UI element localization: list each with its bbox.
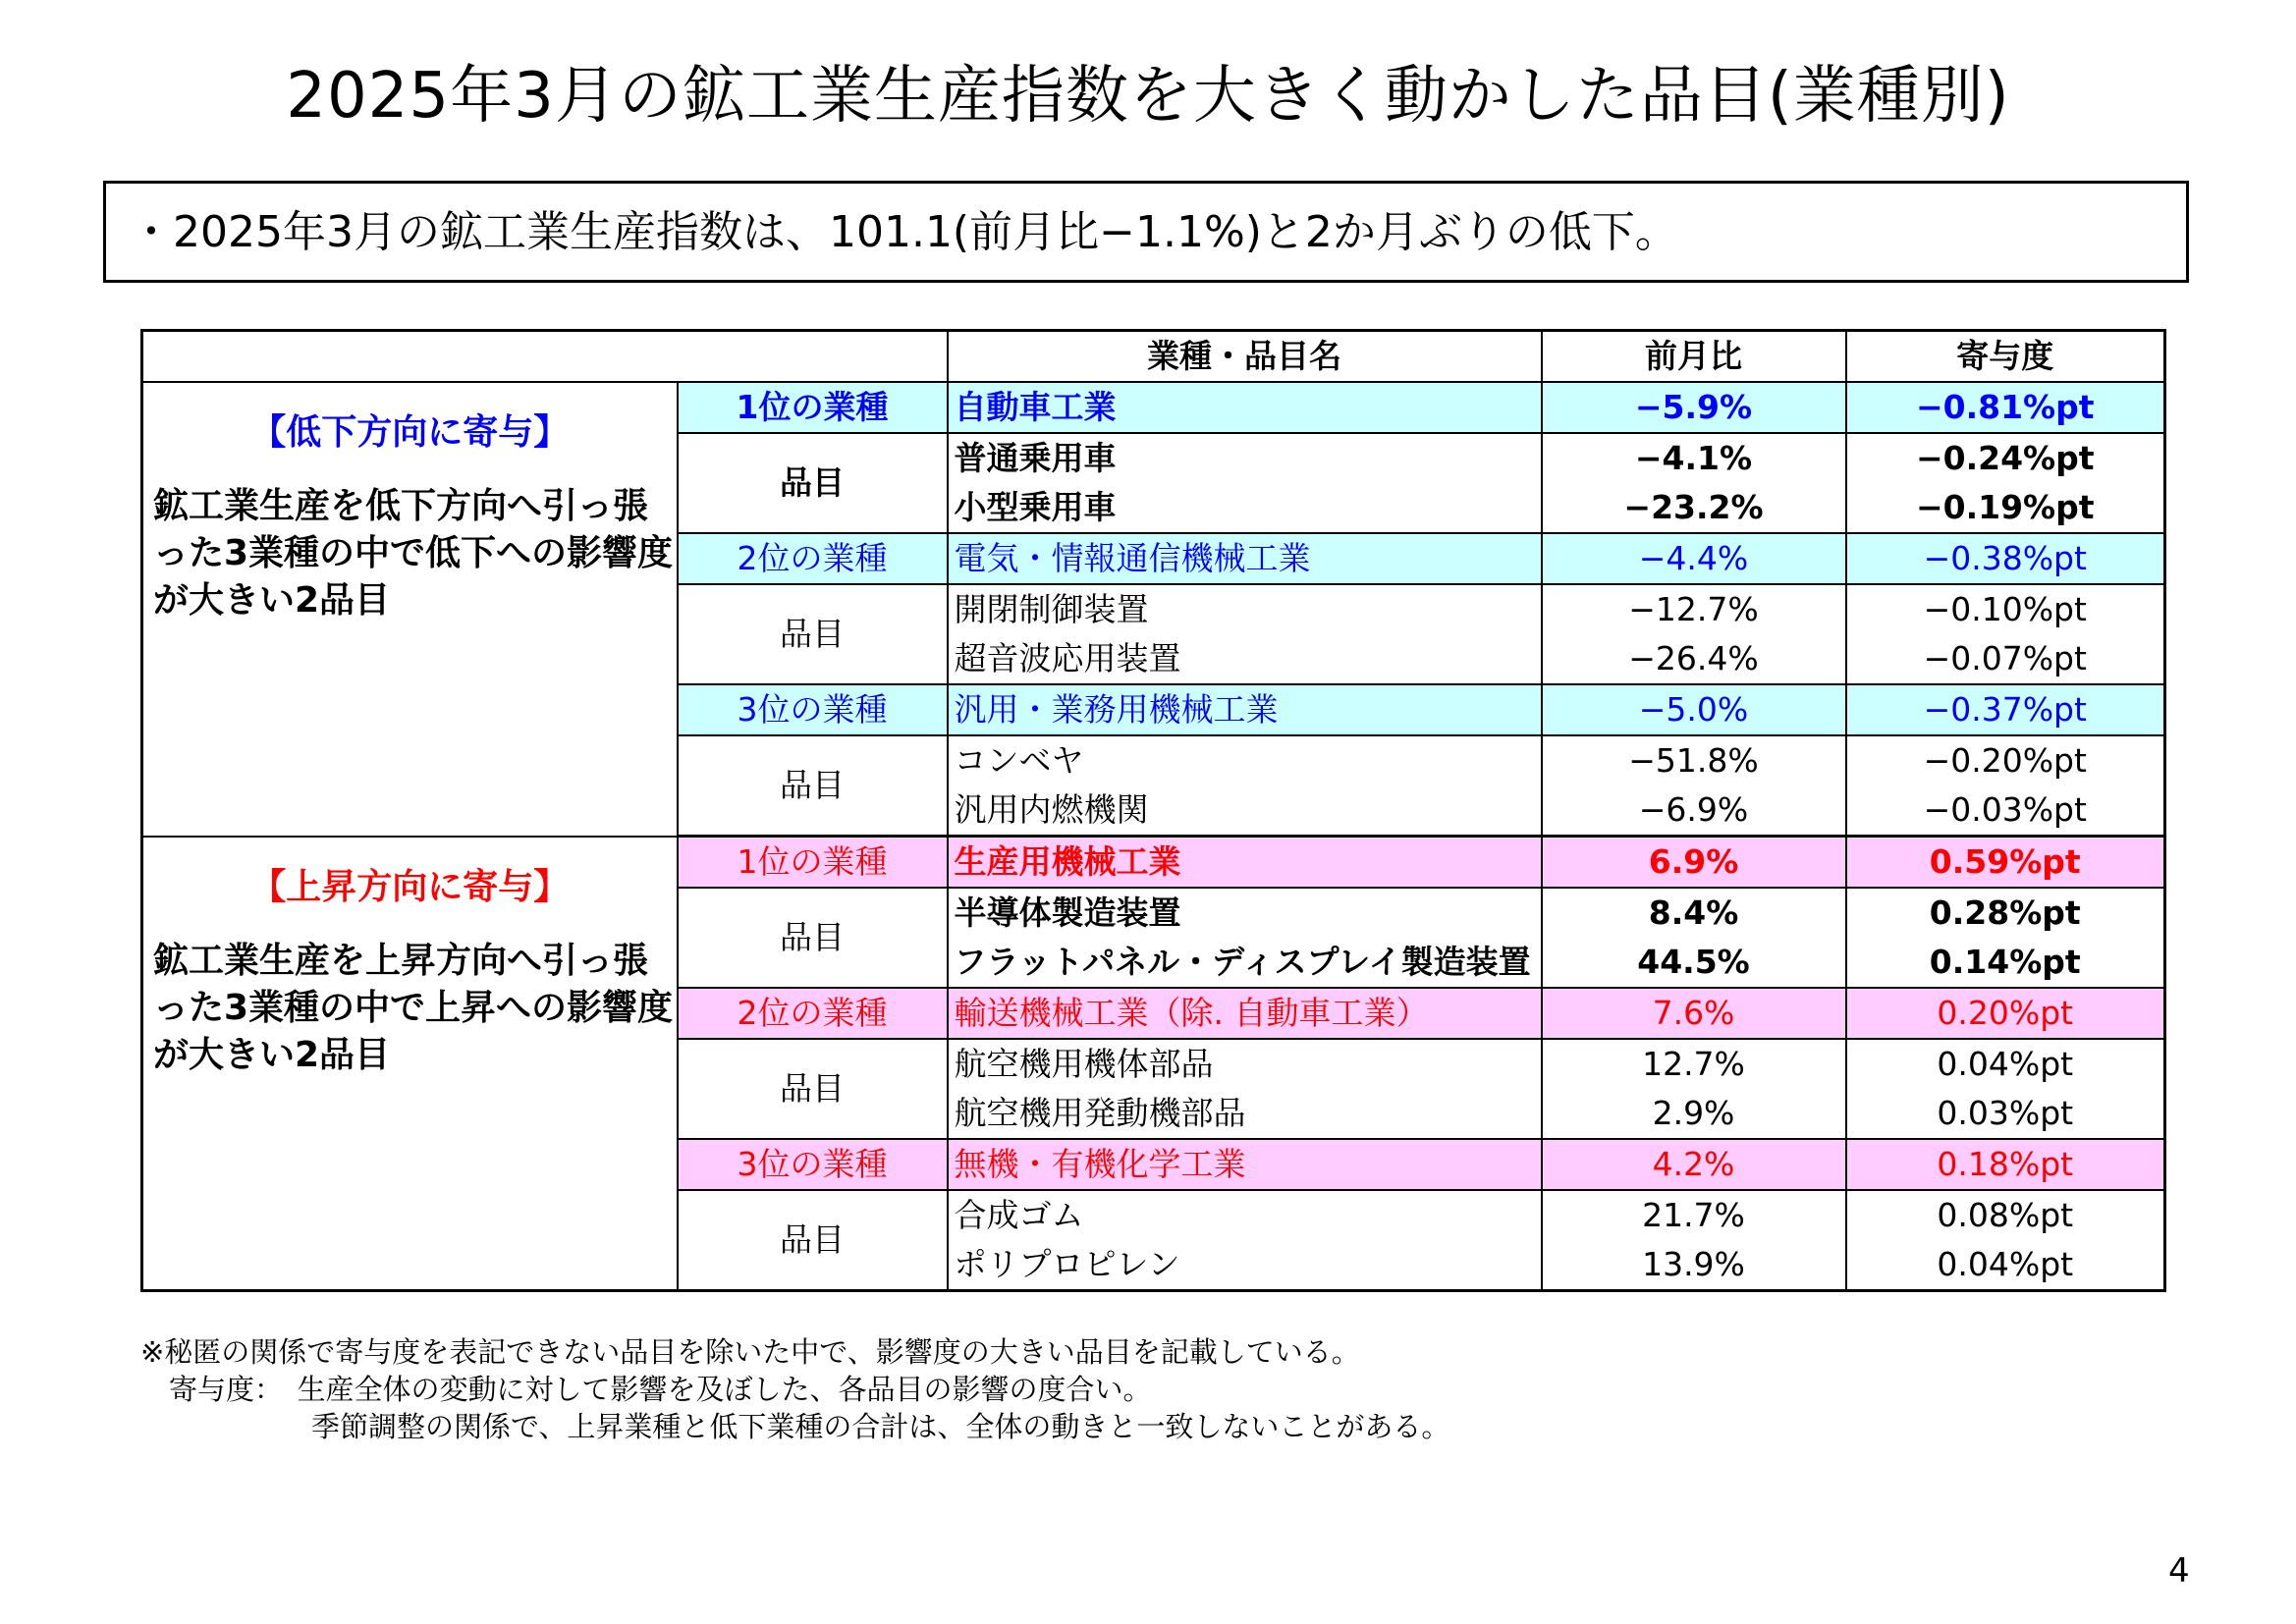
item-name: 汎用内燃機関 xyxy=(948,785,1542,837)
item-name: 超音波応用装置 xyxy=(948,634,1542,684)
item-contrib: 0.14%pt xyxy=(1846,938,2165,988)
contribution-table xyxy=(140,329,2166,1292)
page-number: 4 xyxy=(2168,1551,2190,1591)
item-contrib: 0.03%pt xyxy=(1846,1089,2165,1139)
industry-mom: 6.9% xyxy=(1542,837,1846,889)
industry-name: 生産用機械工業 xyxy=(948,837,1542,889)
footnote-line: 季節調整の関係で、上昇業種と低下業種の合計は、全体の動きと一致しないことがある。 xyxy=(140,1410,1450,1443)
header-blank xyxy=(142,331,948,383)
industry-mom: −5.0% xyxy=(1542,684,1846,735)
item-contrib: −0.03%pt xyxy=(1846,785,2165,837)
industry-mom: 4.2% xyxy=(1542,1139,1846,1190)
item-name: 普通乗用車 xyxy=(948,433,1542,483)
page-title: 2025年3月の鉱工業生産指数を大きく動かした品目(業種別) xyxy=(286,60,2010,133)
item-mom: 13.9% xyxy=(1542,1240,1846,1291)
industry-mom: −5.9% xyxy=(1542,382,1846,433)
item-contrib: −0.20%pt xyxy=(1846,735,2165,785)
item-contrib: 0.28%pt xyxy=(1846,888,2165,938)
industry-name: 無機・有機化学工業 xyxy=(948,1139,1542,1190)
item-name: ポリプロピレン xyxy=(948,1240,1542,1291)
down-group-title: 【低下方向に寄与】 xyxy=(250,412,570,453)
industry-contrib: −0.38%pt xyxy=(1846,533,2165,584)
item-name: 開閉制御装置 xyxy=(948,584,1542,634)
item-mom: −23.2% xyxy=(1542,483,1846,533)
item-mom: −12.7% xyxy=(1542,584,1846,634)
item-contrib: 0.04%pt xyxy=(1846,1039,2165,1089)
industry-name: 自動車工業 xyxy=(948,382,1542,433)
item-mom: −4.1% xyxy=(1542,433,1846,483)
industry-rank: 3位の業種 xyxy=(678,1139,948,1190)
summary-box xyxy=(103,181,2189,283)
item-mom: −6.9% xyxy=(1542,785,1846,837)
item-contrib: −0.19%pt xyxy=(1846,483,2165,533)
industry-contrib: 0.59%pt xyxy=(1846,837,2165,889)
header-mom: 前月比 xyxy=(1542,331,1846,383)
footnote-line: 寄与度： 生産全体の変動に対して影響を及ぼした、各品目の影響の度合い。 xyxy=(140,1373,1152,1406)
item-name: 半導体製造装置 xyxy=(948,888,1542,938)
industry-name: 電気・情報通信機械工業 xyxy=(948,533,1542,584)
item-mom: 12.7% xyxy=(1542,1039,1846,1089)
item-name: コンベヤ xyxy=(948,735,1542,785)
industry-mom: 7.6% xyxy=(1542,988,1846,1039)
item-name: フラットパネル・ディスプレイ製造装置 xyxy=(948,938,1542,988)
item-mom: 8.4% xyxy=(1542,888,1846,938)
industry-name: 輸送機械工業（除. 自動車工業） xyxy=(948,988,1542,1039)
industry-contrib: 0.20%pt xyxy=(1846,988,2165,1039)
item-label: 品目 xyxy=(678,1039,948,1139)
up-group-title: 【上昇方向に寄与】 xyxy=(250,866,570,907)
item-name: 航空機用機体部品 xyxy=(948,1039,1542,1089)
item-mom: −26.4% xyxy=(1542,634,1846,684)
item-contrib: −0.07%pt xyxy=(1846,634,2165,684)
industry-rank: 1位の業種 xyxy=(678,382,948,433)
industry-name: 汎用・業務用機械工業 xyxy=(948,684,1542,735)
footnote-line: ※秘匿の関係で寄与度を表記できない品目を除いた中で、影響度の大きい品目を記載している。 xyxy=(140,1335,1360,1369)
table-header-row xyxy=(142,331,2165,383)
industry-contrib: −0.81%pt xyxy=(1846,382,2165,433)
industry-mom: −4.4% xyxy=(1542,533,1846,584)
item-contrib: −0.10%pt xyxy=(1846,584,2165,634)
industry-rank: 2位の業種 xyxy=(678,988,948,1039)
up-group-description: 鉱工業生産を上昇方向へ引っ張った3業種の中で上昇への影響度が大きい2品目 xyxy=(153,940,674,1075)
down-group-description: 鉱工業生産を低下方向へ引っ張った3業種の中で低下への影響度が大きい2品目 xyxy=(153,486,674,621)
industry-row xyxy=(142,837,2165,889)
header-name: 業種・品目名 xyxy=(948,331,1542,383)
item-contrib: 0.04%pt xyxy=(1846,1240,2165,1291)
item-name: 小型乗用車 xyxy=(948,483,1542,533)
item-contrib: 0.08%pt xyxy=(1846,1190,2165,1240)
item-mom: 2.9% xyxy=(1542,1089,1846,1139)
item-name: 航空機用発動機部品 xyxy=(948,1089,1542,1139)
industry-rank: 1位の業種 xyxy=(678,837,948,889)
footnotes xyxy=(140,1333,1449,1445)
industry-rank: 3位の業種 xyxy=(678,684,948,735)
item-name: 合成ゴム xyxy=(948,1190,1542,1240)
item-label: 品目 xyxy=(678,735,948,837)
industry-row xyxy=(142,382,2165,433)
item-label: 品目 xyxy=(678,1190,948,1291)
industry-rank: 2位の業種 xyxy=(678,533,948,584)
item-mom: 44.5% xyxy=(1542,938,1846,988)
item-label: 品目 xyxy=(678,433,948,533)
header-contrib: 寄与度 xyxy=(1846,331,2165,383)
industry-contrib: −0.37%pt xyxy=(1846,684,2165,735)
item-label: 品目 xyxy=(678,584,948,684)
up-group-label xyxy=(142,837,678,1291)
industry-contrib: 0.18%pt xyxy=(1846,1139,2165,1190)
item-contrib: −0.24%pt xyxy=(1846,433,2165,483)
item-mom: −51.8% xyxy=(1542,735,1846,785)
item-mom: 21.7% xyxy=(1542,1190,1846,1240)
down-group-label xyxy=(142,382,678,837)
item-label: 品目 xyxy=(678,888,948,988)
summary-text: ・2025年3月の鉱工業生産指数は、101.1(前月比−1.1%)と2か月ぶりの低下。 xyxy=(130,207,1678,257)
